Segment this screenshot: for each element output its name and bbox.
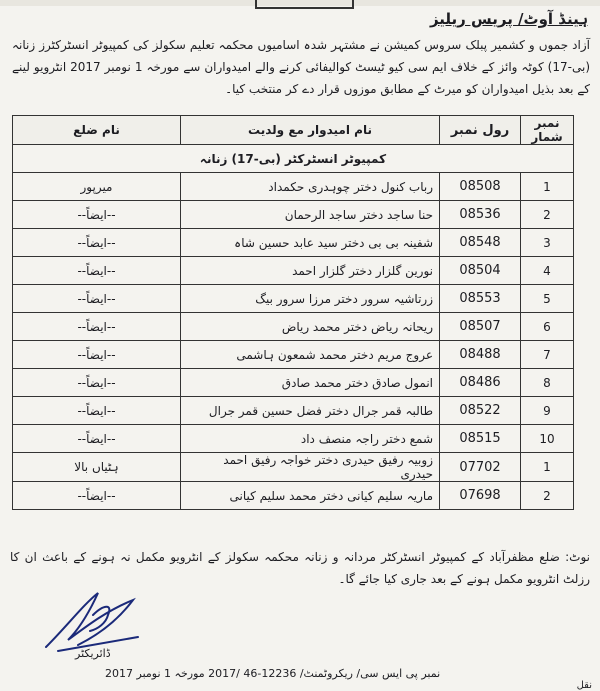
reference-line: نمبر پی ایس سی/ ریکروٹمنٹ/ 12236-46 /2017 مورخہ 1 نومبر 2017 bbox=[105, 667, 441, 680]
cell-serial: 1 bbox=[521, 453, 574, 482]
cell-district: میرپور bbox=[13, 173, 181, 201]
table-row bbox=[13, 482, 574, 510]
cell-district: --ایضاً-- bbox=[13, 341, 181, 369]
cell-serial: 8 bbox=[521, 369, 574, 397]
table-row bbox=[13, 229, 574, 257]
cell-candidate-name: زوبیہ رفیق حیدری دختر خواجہ رفیق احمد حیدری bbox=[181, 453, 440, 482]
cell-serial: 10 bbox=[521, 425, 574, 453]
cell-district: --ایضاً-- bbox=[13, 425, 181, 453]
cell-serial: 2 bbox=[521, 201, 574, 229]
cell-roll-number: 08488 bbox=[440, 341, 521, 369]
copy-label: نقل bbox=[576, 680, 592, 691]
cell-serial: 3 bbox=[521, 229, 574, 257]
table-row bbox=[13, 173, 574, 201]
cell-roll-number: 08508 bbox=[440, 173, 521, 201]
header-candidate-name: نام امیدوار مع ولدیت bbox=[181, 116, 440, 145]
cell-roll-number: 08522 bbox=[440, 397, 521, 425]
cell-candidate-name: شمع دختر راجہ منصف داد bbox=[181, 425, 440, 453]
cell-district: --ایضاً-- bbox=[13, 313, 181, 341]
cell-district: --ایضاً-- bbox=[13, 482, 181, 510]
cell-roll-number: 08507 bbox=[440, 313, 521, 341]
cell-roll-number: 08553 bbox=[440, 285, 521, 313]
header-serial: نمبر شمار bbox=[521, 116, 574, 145]
table-row bbox=[13, 397, 574, 425]
cell-candidate-name: شفینہ بی بی دختر سید عابد حسین شاہ bbox=[181, 229, 440, 257]
cell-roll-number: 08548 bbox=[440, 229, 521, 257]
cell-roll-number: 08515 bbox=[440, 425, 521, 453]
cell-district: ہٹیاں بالا bbox=[13, 453, 181, 482]
signature-title: ڈائریکٹر bbox=[75, 647, 111, 660]
cell-roll-number: 08536 bbox=[440, 201, 521, 229]
cell-roll-number: 07698 bbox=[440, 482, 521, 510]
table-row bbox=[13, 201, 574, 229]
cell-candidate-name: رباب کنول دختر چوہدری حکمداد bbox=[181, 173, 440, 201]
table-subheading: کمپیوٹر انسٹرکٹر (بی-17) زنانہ bbox=[13, 145, 574, 173]
cell-roll-number: 07702 bbox=[440, 453, 521, 482]
top-stamp-box bbox=[255, 0, 354, 9]
header-roll-number: رول نمبر bbox=[440, 116, 521, 145]
table-row bbox=[13, 341, 574, 369]
table-row bbox=[13, 285, 574, 313]
cell-candidate-name: ریحانہ ریاض دختر محمد ریاض bbox=[181, 313, 440, 341]
document-title: ہینڈ آوٹ/ پریس ریلیز bbox=[429, 10, 588, 28]
cell-candidate-name: زرتاشیہ سرور دختر مرزا سرور بیگ bbox=[181, 285, 440, 313]
cell-serial: 6 bbox=[521, 313, 574, 341]
cell-district: --ایضاً-- bbox=[13, 201, 181, 229]
cell-roll-number: 08486 bbox=[440, 369, 521, 397]
table-header-row bbox=[13, 116, 574, 145]
cell-roll-number: 08504 bbox=[440, 257, 521, 285]
cell-candidate-name: ماریہ سلیم کیانی دختر محمد سلیم کیانی bbox=[181, 482, 440, 510]
cell-candidate-name: حنا ساجد دختر ساجد الرحمان bbox=[181, 201, 440, 229]
cell-serial: 7 bbox=[521, 341, 574, 369]
table-row bbox=[13, 369, 574, 397]
cell-serial: 2 bbox=[521, 482, 574, 510]
header-district: نام ضلع bbox=[13, 116, 181, 145]
cell-district: --ایضاً-- bbox=[13, 397, 181, 425]
cell-serial: 4 bbox=[521, 257, 574, 285]
cell-candidate-name: عروج مریم دختر محمد شمعون ہاشمی bbox=[181, 341, 440, 369]
table-row bbox=[13, 257, 574, 285]
table-subheading-row bbox=[13, 145, 574, 173]
cell-serial: 1 bbox=[521, 173, 574, 201]
table-row bbox=[13, 425, 574, 453]
cell-candidate-name: طالبہ قمر جرال دختر فضل حسین قمر جرال bbox=[181, 397, 440, 425]
intro-paragraph: آزاد جموں و کشمیر پبلک سروس کمیشن نے مشتہر شدہ اسامیوں محکمہ تعلیم سکولز کی کمپیوٹر انسٹرکٹرز زنانہ (بی-17) کوٹہ وائز کے خلاف ایم سی کیو ٹیسٹ کوالیفائی کرنے والے امیدواران سے مورخہ 1 نومبر 2017 انٹرویو لینے کے بعد بذیل امیدواران کو میرٹ کے مطابق موزوں قرار دے کر منتخب کیا۔ bbox=[12, 38, 590, 96]
results-table bbox=[12, 115, 574, 510]
table-row bbox=[13, 313, 574, 341]
handwritten-signature bbox=[38, 585, 148, 655]
cell-serial: 5 bbox=[521, 285, 574, 313]
cell-candidate-name: انمول صادق دختر محمد صادق bbox=[181, 369, 440, 397]
cell-district: --ایضاً-- bbox=[13, 257, 181, 285]
cell-candidate-name: نورین گلزار دختر گلزار احمد bbox=[181, 257, 440, 285]
cell-serial: 9 bbox=[521, 397, 574, 425]
cell-district: --ایضاً-- bbox=[13, 229, 181, 257]
cell-district: --ایضاً-- bbox=[13, 285, 181, 313]
table-row bbox=[13, 453, 574, 482]
note-paragraph: نوٹ: ضلع مظفرآباد کے کمپیوٹر انسٹرکٹر مردانہ و زنانہ محکمہ سکولز کے انٹرویو مکمل نہ ہونے کے باعث ان کا رزلٹ انٹرویو مکمل ہونے کے بعد جاری کیا جائے گا۔ bbox=[10, 550, 590, 586]
cell-district: --ایضاً-- bbox=[13, 369, 181, 397]
